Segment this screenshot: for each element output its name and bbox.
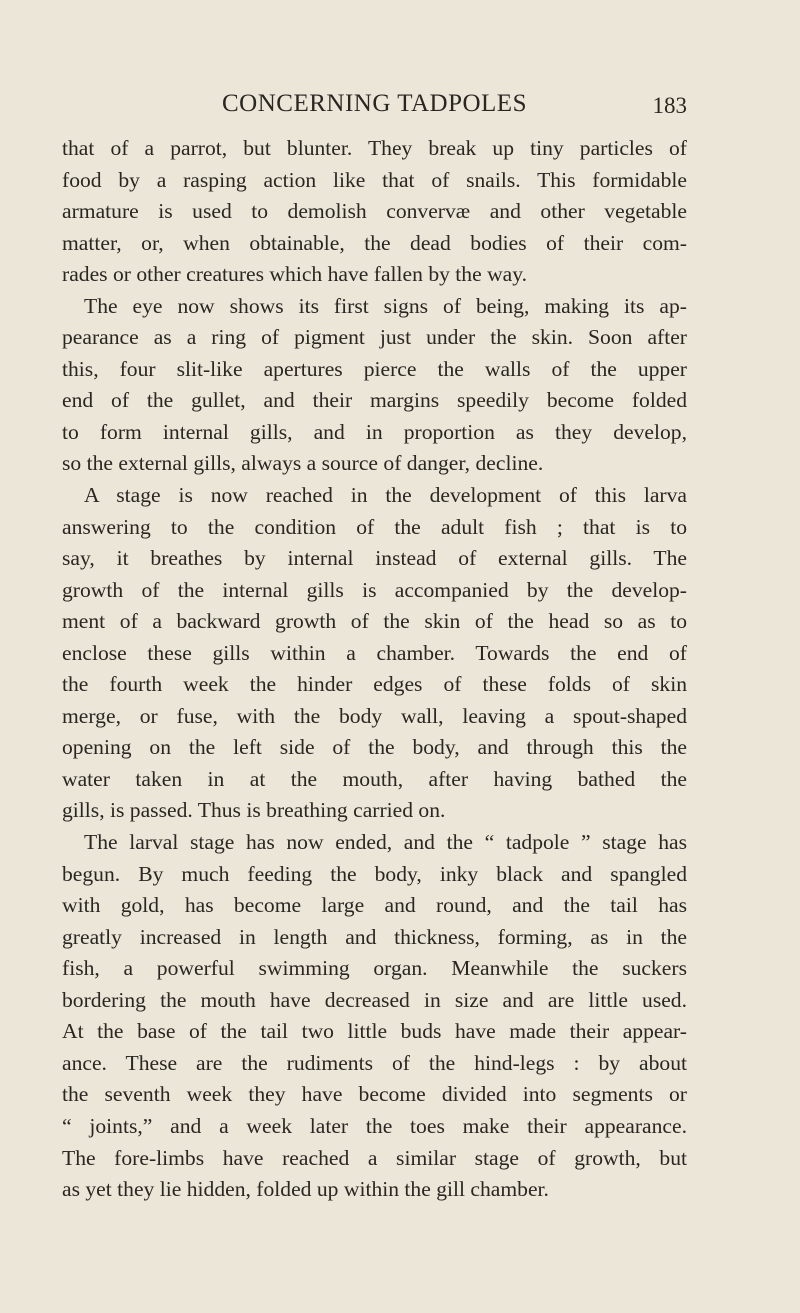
- text-line: The eye now shows its first signs of being, making its ap-: [84, 293, 687, 318]
- text-line: ment of a backward growth of the skin of the head so as to: [62, 609, 687, 634]
- text-line: end of the gullet, and their margins speedily become folded: [62, 388, 687, 413]
- text-line: “ joints,” and a week later the toes make their appearance.: [62, 1113, 687, 1138]
- text-line: food by a rasping action like that of snails. This formidable: [62, 167, 687, 192]
- text-line: A stage is now reached in the development of this larva: [84, 483, 687, 508]
- text-line: answering to the condition of the adult fish ; that is to: [62, 514, 687, 539]
- text-line: The fore-limbs have reached a similar stage of growth, but: [62, 1145, 687, 1170]
- text-line: gills, is passed. Thus is breathing carried on.: [62, 798, 446, 823]
- text-line: armature is used to demolish convervæ and other vegetable: [62, 199, 687, 224]
- text-line: matter, or, when obtainable, the dead bodies of their com-: [62, 230, 687, 255]
- text-line: fish, a powerful swimming organ. Meanwhile the suckers: [62, 956, 687, 981]
- text-line: rades or other creatures which have fallen by the way.: [62, 262, 528, 287]
- body-text: [62, 133, 687, 1206]
- text-line: the fourth week the hinder edges of these folds of skin: [62, 672, 687, 697]
- text-line: At the base of the tail two little buds have made their appear-: [62, 1019, 687, 1044]
- text-line: this, four slit-like apertures pierce the walls of the upper: [62, 356, 687, 381]
- text-line: bordering the mouth have decreased in size and are little used.: [62, 987, 687, 1012]
- text-line: water taken in at the mouth, after having bathed the: [62, 766, 687, 791]
- text-line: pearance as a ring of pigment just under the skin. Soon after: [62, 325, 687, 350]
- text-line: enclose these gills within a chamber. Towards the end of: [62, 640, 687, 665]
- text-line: greatly increased in length and thickness, forming, as in the: [62, 924, 687, 949]
- text-line: as yet they lie hidden, folded up within the gill chamber.: [62, 1177, 549, 1202]
- text-line: the seventh week they have become divided into segments or: [62, 1082, 687, 1107]
- text-line: merge, or fuse, with the body wall, leaving a spout-shaped: [62, 703, 687, 728]
- running-title: CONCERNING TADPOLES: [222, 90, 527, 117]
- text-line: growth of the internal gills is accompanied by the develop-: [62, 577, 687, 602]
- text-line: to form internal gills, and in proportion as they develop,: [62, 419, 687, 444]
- text-line: so the external gills, always a source of danger, decline.: [62, 451, 544, 476]
- text-line: with gold, has become large and round, and the tail has: [62, 893, 687, 918]
- text-line: begun. By much feeding the body, inky black and spangled: [62, 861, 687, 886]
- text-line: that of a parrot, but blunter. They break up tiny particles of: [62, 136, 687, 160]
- text-line: The larval stage has now ended, and the “ tadpole ” stage has: [84, 830, 687, 855]
- page-number: 183: [652, 93, 687, 118]
- page-header: [62, 86, 687, 126]
- text-line: ance. These are the rudiments of the hind-legs : by about: [62, 1050, 687, 1075]
- text-line: opening on the left side of the body, and through this the: [62, 735, 687, 760]
- text-line: say, it breathes by internal instead of external gills. The: [62, 546, 687, 571]
